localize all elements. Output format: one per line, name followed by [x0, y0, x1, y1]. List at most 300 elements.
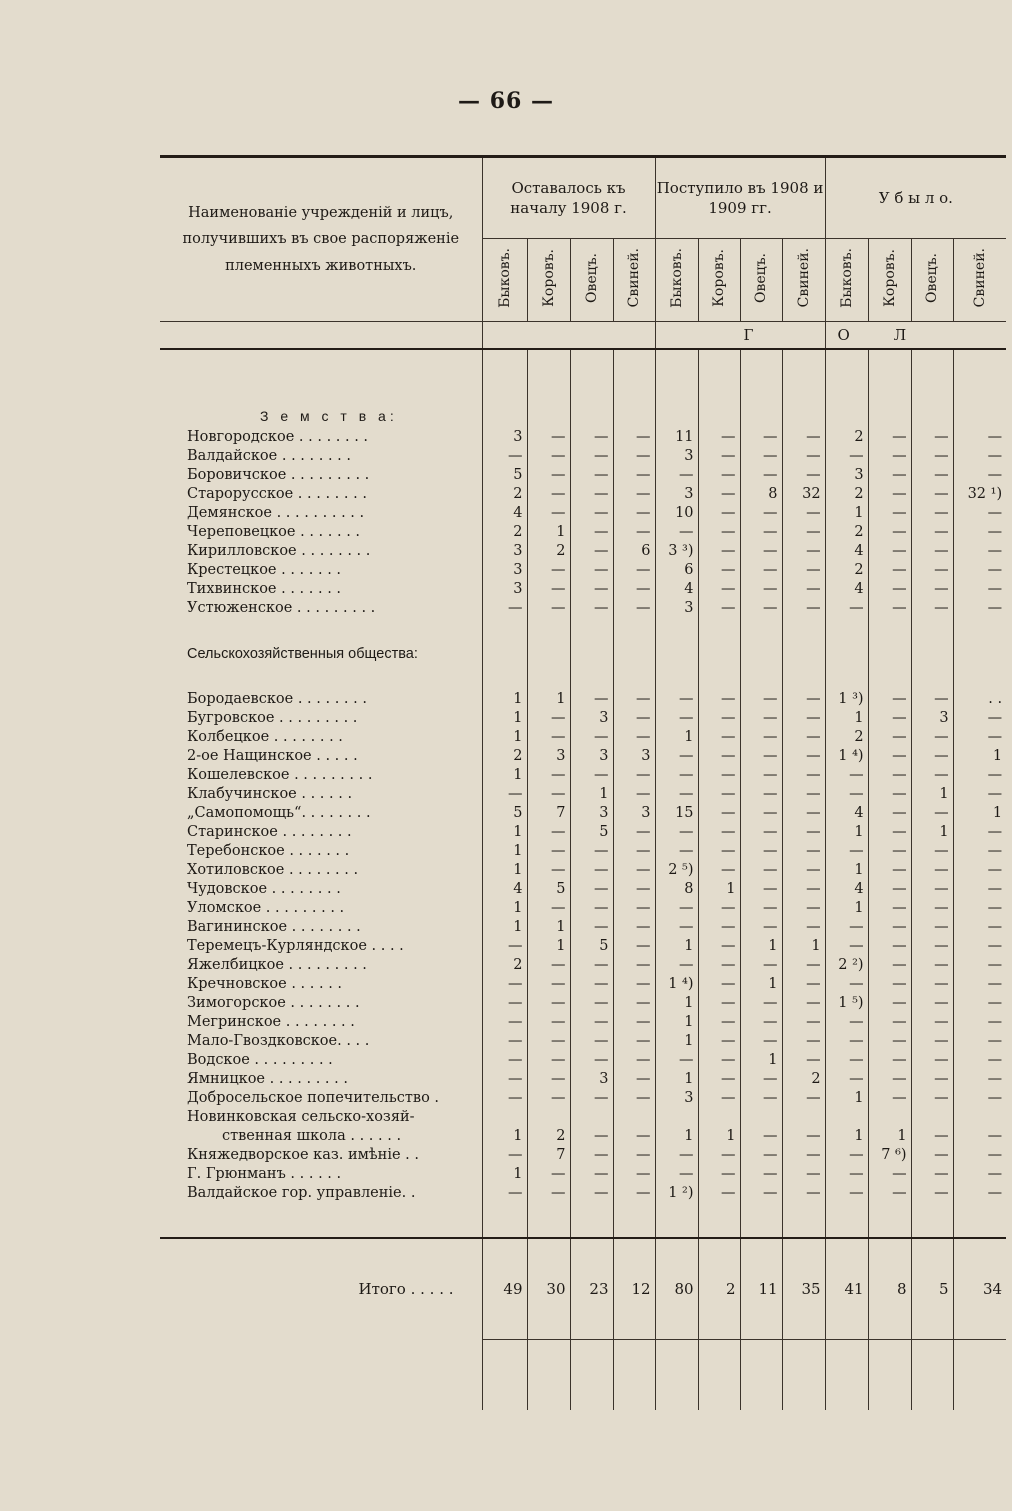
cell-value: — — [570, 485, 613, 504]
table-row — [160, 1032, 1006, 1051]
cell-value: — — [655, 466, 698, 485]
cell-value: — — [868, 728, 911, 747]
cell-value: 5 — [570, 823, 613, 842]
cell-value: — — [527, 861, 570, 880]
cell-value: — — [782, 728, 825, 747]
table-row — [160, 1108, 1006, 1127]
cell-value: — — [698, 1013, 740, 1032]
cell-value: — — [740, 842, 782, 861]
cell-value: — — [698, 542, 740, 561]
cell-value: — — [953, 1127, 1006, 1146]
column-header-label: Овецъ. — [583, 252, 600, 303]
cell-value: 1 — [482, 728, 527, 747]
cell-value: — — [782, 580, 825, 599]
letter: Л — [893, 326, 907, 344]
cell-value: — — [825, 975, 868, 994]
cell-value — [740, 1108, 782, 1127]
cell-value: — — [613, 523, 655, 542]
cell-value: 2 — [698, 1238, 740, 1340]
table-row — [160, 1051, 1006, 1070]
letter: Г — [743, 326, 754, 344]
cell-value: — — [570, 956, 613, 975]
row-name: Бугровское . . . . . . . . . — [187, 710, 358, 726]
cell-value: — — [782, 899, 825, 918]
cell-value: — — [782, 709, 825, 728]
cell-value: — — [655, 766, 698, 785]
cell-value: — — [953, 1070, 1006, 1089]
column-header — [527, 239, 570, 322]
cell-value: — — [911, 523, 953, 542]
cell-value: 4 — [655, 580, 698, 599]
row-name: Старорусское . . . . . . . . — [187, 486, 367, 502]
cell-value: — — [613, 561, 655, 580]
cell-value: — — [740, 1146, 782, 1165]
cell-value: — — [698, 899, 740, 918]
cell-value: — — [613, 994, 655, 1013]
cell-value: — — [782, 447, 825, 466]
cell-value: — — [740, 580, 782, 599]
cell-value: — — [825, 447, 868, 466]
cell-value: — — [698, 466, 740, 485]
cell-value: 3 — [911, 709, 953, 728]
cell-value: 5 — [570, 937, 613, 956]
cell-value: — — [527, 785, 570, 804]
cell-value: — — [698, 804, 740, 823]
row-name: Зимогорское . . . . . . . . — [187, 995, 360, 1011]
cell-value: 11 — [655, 428, 698, 447]
cell-value: — — [613, 690, 655, 709]
cell-value: — — [527, 504, 570, 523]
cell-value: — — [911, 899, 953, 918]
cell-value: — — [782, 1184, 825, 1203]
cell-value: — — [953, 728, 1006, 747]
cell-value: 2 — [527, 1127, 570, 1146]
cell-value: — — [825, 785, 868, 804]
cell-value: — — [482, 1146, 527, 1165]
cell-value — [655, 1108, 698, 1127]
cell-value: 15 — [655, 804, 698, 823]
cell-value: 1 — [482, 1165, 527, 1184]
cell-value: — — [953, 1032, 1006, 1051]
cell-value: — — [868, 823, 911, 842]
cell-value: 1 — [482, 823, 527, 842]
cell-value: 4 — [825, 804, 868, 823]
table-row — [160, 1165, 1006, 1184]
cell-value: — — [655, 690, 698, 709]
column-header — [868, 239, 911, 322]
column-header — [482, 239, 527, 322]
letter-l — [825, 322, 1006, 350]
cell-value: 3 ³) — [655, 542, 698, 561]
cell-value: 2 — [825, 485, 868, 504]
cell-value: — — [953, 1184, 1006, 1203]
cell-value: 2 — [825, 428, 868, 447]
cell-value: — — [911, 580, 953, 599]
cell-value: — — [825, 1051, 868, 1070]
cell-value: — — [570, 1165, 613, 1184]
cell-value: — — [953, 466, 1006, 485]
cell-value: — — [953, 918, 1006, 937]
cell-value: — — [868, 880, 911, 899]
cell-value: — — [953, 994, 1006, 1013]
cell-value: — — [698, 747, 740, 766]
cell-value: — — [740, 747, 782, 766]
cell-value: — — [911, 428, 953, 447]
cell-value: — — [527, 1165, 570, 1184]
cell-value: — — [740, 1127, 782, 1146]
cell-value: — — [698, 599, 740, 618]
cell-value: — — [868, 1051, 911, 1070]
row-name: „Самопомощь“. . . . . . . . — [187, 805, 371, 821]
cell-value: 7 ⁶) — [868, 1146, 911, 1165]
cell-value: — — [911, 804, 953, 823]
cell-value: 1 — [655, 1013, 698, 1032]
cell-value: — — [911, 485, 953, 504]
cell-value: — — [911, 504, 953, 523]
table-row — [160, 561, 1006, 580]
cell-value: — — [527, 447, 570, 466]
cell-value: — — [740, 504, 782, 523]
cell-value: — — [868, 709, 911, 728]
cell-value: — — [782, 690, 825, 709]
cell-value: — — [868, 428, 911, 447]
cell-value: 1 — [825, 1089, 868, 1108]
cell-value: — — [911, 690, 953, 709]
cell-value: — — [782, 842, 825, 861]
cell-value: 1 — [482, 690, 527, 709]
cell-value: — — [698, 1146, 740, 1165]
cell-value: 4 — [482, 880, 527, 899]
cell-value: 1 — [868, 1127, 911, 1146]
cell-value: — — [782, 823, 825, 842]
cell-value: 1 — [482, 766, 527, 785]
cell-value: — — [527, 599, 570, 618]
cell-value: — — [570, 580, 613, 599]
cell-value: — — [655, 785, 698, 804]
cell-value: — — [655, 842, 698, 861]
column-header — [825, 239, 868, 322]
cell-value: — — [911, 1051, 953, 1070]
cell-value: 1 — [825, 899, 868, 918]
cell-value: — — [825, 937, 868, 956]
cell-value: 1 — [655, 1032, 698, 1051]
cell-value — [613, 1108, 655, 1127]
cell-value: 1 — [698, 880, 740, 899]
cell-value: — — [527, 956, 570, 975]
cell-value: — — [782, 785, 825, 804]
cell-value: 2 — [825, 561, 868, 580]
cell-value: — — [740, 728, 782, 747]
cell-value: 4 — [482, 504, 527, 523]
column-header — [782, 239, 825, 322]
cell-value: — — [911, 747, 953, 766]
cell-value: 1 ⁵) — [825, 994, 868, 1013]
cell-value: — — [698, 1165, 740, 1184]
cell-value: 1 — [825, 709, 868, 728]
row-name: Мало-Гвоздковское. . . . — [187, 1033, 370, 1049]
cell-value: — — [911, 561, 953, 580]
cell-value: — — [570, 1051, 613, 1070]
cell-value: — — [825, 766, 868, 785]
column-header-label: Свиней. — [626, 248, 643, 308]
cell-value: — — [613, 447, 655, 466]
cell-value: — — [868, 690, 911, 709]
group-header-received: Поступило въ 1908 и 1909 гг. — [655, 157, 825, 239]
cell-value: — — [740, 861, 782, 880]
cell-value: — — [911, 975, 953, 994]
cell-value: — — [570, 842, 613, 861]
table-row — [160, 937, 1006, 956]
cell-value: — — [911, 937, 953, 956]
cell-value: — — [698, 1051, 740, 1070]
cell-value: 80 — [655, 1238, 698, 1340]
cell-value: — — [698, 823, 740, 842]
cell-value: 1 — [911, 785, 953, 804]
cell-value: — — [740, 428, 782, 447]
cell-value: — — [953, 823, 1006, 842]
cell-value: 1 — [482, 861, 527, 880]
cell-value: 4 — [825, 580, 868, 599]
cell-value: — — [740, 804, 782, 823]
cell-value: — — [953, 975, 1006, 994]
cell-value: — — [613, 1184, 655, 1203]
table-row — [160, 1238, 1006, 1340]
cell-value: — — [613, 766, 655, 785]
cell-value: 10 — [655, 504, 698, 523]
cell-value: — — [953, 599, 1006, 618]
cell-value: 1 ⁴) — [655, 975, 698, 994]
row-name: Итого . . . . . — [160, 1238, 482, 1340]
table-row — [160, 690, 1006, 709]
cell-value: — — [570, 918, 613, 937]
row-name: ственная школа . . . . . . — [222, 1128, 402, 1144]
cell-value: 1 — [655, 728, 698, 747]
cell-value: — — [698, 1089, 740, 1108]
cell-value: — — [782, 747, 825, 766]
table-row — [160, 542, 1006, 561]
row-name: Кирилловское . . . . . . . . — [187, 543, 371, 559]
cell-value: — — [613, 1032, 655, 1051]
table-row — [160, 485, 1006, 504]
cell-value: — — [868, 1184, 911, 1203]
cell-value: — — [482, 1032, 527, 1051]
cell-value: — — [570, 728, 613, 747]
cell-value: — — [613, 504, 655, 523]
row-name: Устюженское . . . . . . . . . — [187, 600, 376, 616]
cell-value: — — [740, 466, 782, 485]
cell-value: — — [953, 842, 1006, 861]
cell-value: 1 — [698, 1127, 740, 1146]
cell-value: 1 — [825, 504, 868, 523]
cell-value: — — [782, 599, 825, 618]
cell-value: — — [911, 918, 953, 937]
cell-value: — — [868, 937, 911, 956]
cell-value: — — [825, 1165, 868, 1184]
cell-value: 1 — [911, 823, 953, 842]
cell-value: — — [570, 466, 613, 485]
row-name: Валдайское гор. управленіе. . — [187, 1185, 416, 1201]
cell-value: — — [953, 1051, 1006, 1070]
cell-value: 1 — [740, 975, 782, 994]
cell-value: — — [868, 804, 911, 823]
cell-value: — — [740, 599, 782, 618]
cell-value: — — [868, 1032, 911, 1051]
cell-value: 1 — [740, 1051, 782, 1070]
cell-value: — — [782, 523, 825, 542]
cell-value: 1 ⁴) — [825, 747, 868, 766]
cell-value: — — [570, 1089, 613, 1108]
cell-value: — — [482, 785, 527, 804]
cell-value — [527, 1108, 570, 1127]
table-row — [160, 747, 1006, 766]
cell-value: — — [868, 542, 911, 561]
cell-value: — — [698, 523, 740, 542]
cell-value: — — [570, 428, 613, 447]
cell-value: 3 — [825, 466, 868, 485]
cell-value: 2 — [825, 523, 868, 542]
cell-value: — — [868, 1089, 911, 1108]
cell-value: — — [570, 690, 613, 709]
cell-value: — — [698, 447, 740, 466]
cell-value: — — [868, 523, 911, 542]
table-row — [160, 804, 1006, 823]
row-name: Колбецкое . . . . . . . . — [187, 729, 343, 745]
cell-value: — — [570, 504, 613, 523]
cell-value: 1 — [655, 994, 698, 1013]
cell-value: — — [740, 1013, 782, 1032]
cell-value: — — [527, 1051, 570, 1070]
cell-value: 3 — [482, 428, 527, 447]
table-row — [160, 766, 1006, 785]
cell-value: 1 — [527, 690, 570, 709]
cell-value: 2 ²) — [825, 956, 868, 975]
cell-value: — — [698, 504, 740, 523]
section-societies: Сельскохозяйственныя общества: — [187, 646, 418, 662]
cell-value: — — [953, 956, 1006, 975]
cell-value: — — [570, 1127, 613, 1146]
row-name: Череповецкое . . . . . . . — [187, 524, 361, 540]
table-row — [160, 709, 1006, 728]
cell-value: — — [482, 994, 527, 1013]
row-name: Тихвинское . . . . . . . — [187, 581, 342, 597]
cell-value: — — [782, 918, 825, 937]
table-row — [160, 580, 1006, 599]
cell-value: — — [953, 542, 1006, 561]
cell-value: — — [613, 1089, 655, 1108]
cell-value: — — [613, 880, 655, 899]
table-row — [160, 466, 1006, 485]
cell-value: 2 — [825, 728, 868, 747]
cell-value: — — [953, 428, 1006, 447]
cell-value: — — [868, 504, 911, 523]
row-name: Теребонское . . . . . . . — [187, 843, 350, 859]
cell-value: 35 — [782, 1238, 825, 1340]
cell-value: 4 — [825, 542, 868, 561]
cell-value: . . — [953, 690, 1006, 709]
cell-value: — — [655, 747, 698, 766]
table-row — [160, 523, 1006, 542]
cell-value: 1 — [570, 785, 613, 804]
cell-value: — — [698, 690, 740, 709]
cell-value: — — [613, 861, 655, 880]
table-row — [160, 975, 1006, 994]
cell-value: — — [613, 1146, 655, 1165]
cell-value: 1 ²) — [655, 1184, 698, 1203]
cell-value: — — [782, 1013, 825, 1032]
cell-value: — — [782, 975, 825, 994]
cell-value: — — [698, 937, 740, 956]
row-name: Водское . . . . . . . . . — [187, 1052, 333, 1068]
cell-value: — — [740, 1184, 782, 1203]
cell-value: — — [527, 1032, 570, 1051]
cell-value: — — [740, 823, 782, 842]
cell-value: — — [740, 542, 782, 561]
table-row — [160, 994, 1006, 1013]
cell-value — [911, 1108, 953, 1127]
row-name: Княжедворское каз. имѣніе . . — [187, 1147, 419, 1163]
cell-value: — — [570, 861, 613, 880]
cell-value: — — [782, 542, 825, 561]
row-name: Добросельское попечительство . — [187, 1090, 440, 1106]
cell-value: — — [911, 599, 953, 618]
row-name: Теремецъ-Курляндское . . . . — [187, 938, 404, 954]
cell-value: — — [782, 804, 825, 823]
cell-value: — — [482, 599, 527, 618]
cell-value: — — [655, 918, 698, 937]
cell-value: 2 — [482, 485, 527, 504]
cell-value — [482, 1108, 527, 1127]
cell-value: 3 — [570, 804, 613, 823]
cell-value — [868, 1108, 911, 1127]
cell-value: — — [613, 1013, 655, 1032]
cell-value: — — [911, 861, 953, 880]
cell-value: 1 — [825, 1127, 868, 1146]
cell-value: — — [613, 842, 655, 861]
cell-value: — — [613, 709, 655, 728]
column-header-label: Свиней. — [795, 248, 812, 308]
table-row — [160, 956, 1006, 975]
cell-value: — — [698, 728, 740, 747]
cell-value: — — [655, 956, 698, 975]
cell-value: 1 — [825, 861, 868, 880]
cell-value: 7 — [527, 1146, 570, 1165]
cell-value: — — [570, 880, 613, 899]
cell-value: — — [868, 447, 911, 466]
cell-value: — — [698, 1032, 740, 1051]
cell-value: — — [482, 975, 527, 994]
table-row — [160, 918, 1006, 937]
cell-value: — — [782, 766, 825, 785]
cell-value: — — [482, 1070, 527, 1089]
livestock-table — [160, 155, 1006, 1410]
section-zemstva: З е м с т в а: — [260, 408, 398, 424]
table-row — [160, 880, 1006, 899]
cell-value: 1 — [482, 1127, 527, 1146]
cell-value: — — [698, 1184, 740, 1203]
cell-value: — — [868, 918, 911, 937]
cell-value: — — [570, 599, 613, 618]
cell-value: 1 — [953, 804, 1006, 823]
cell-value: 6 — [613, 542, 655, 561]
page-number: — 66 — — [458, 88, 554, 114]
cell-value: — — [655, 823, 698, 842]
cell-value: — — [740, 1032, 782, 1051]
cell-value: — — [782, 1089, 825, 1108]
cell-value: — — [527, 1070, 570, 1089]
row-name: Боровичское . . . . . . . . . — [187, 467, 370, 483]
cell-value: — — [868, 766, 911, 785]
column-header-label: Быковъ. — [668, 248, 685, 308]
